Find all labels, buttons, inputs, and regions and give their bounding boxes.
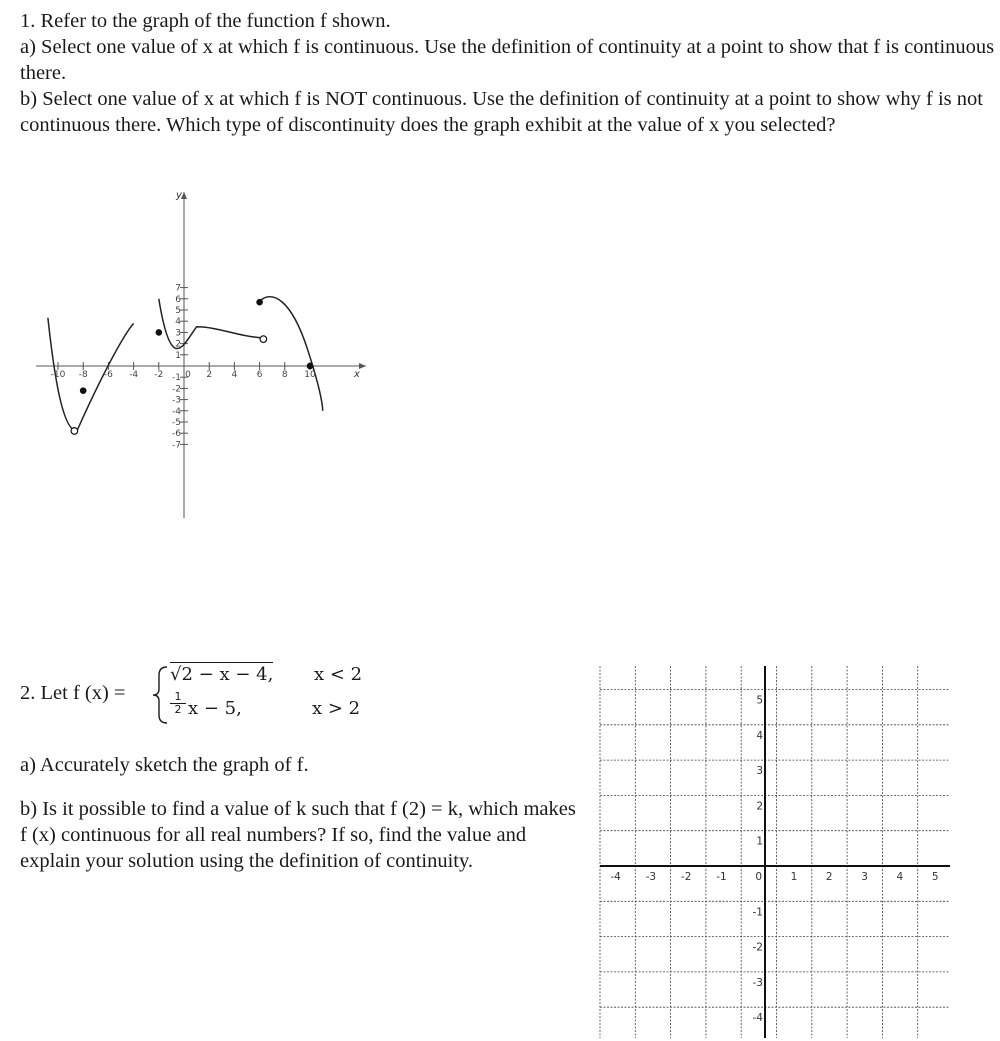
x-tick-label: -8 [78,370,88,380]
x-tick-label: 10 [304,370,316,380]
closed-point [80,387,87,394]
x-tick-label: -2 [154,370,164,380]
y-tick-label: 3 [175,328,181,339]
x-tick-label: 8 [281,370,288,380]
fraction-numerator: 1 [170,691,186,704]
case2-condition: x > 2 [312,698,361,719]
y-axis-label: y [176,190,182,201]
grid-x-label: -2 [680,871,692,883]
y-tick-label: -2 [172,384,181,395]
x-tick-label: 2 [206,370,213,380]
y-tick-label: -6 [172,429,181,440]
grid-x-label: 1 [790,871,798,883]
case1-radical: √2 − x − 4, [170,664,274,685]
sketch-grid[interactable] [598,664,952,1040]
grid-y-label: 3 [756,765,763,778]
case2-fraction [170,691,186,716]
q2-lead: 2. Let f (x) = [20,682,126,704]
grid-x-label: -3 [645,871,657,883]
y-tick-label: 4 [175,317,181,328]
closed-point [256,299,263,306]
grid-x-label: 4 [896,871,904,883]
grid-y-label: 4 [756,729,763,742]
grid-y-label: -1 [752,906,763,919]
grid-y-label: -4 [752,1012,763,1025]
y-tick-label: 1 [175,350,181,361]
grid-x-label: -4 [610,871,621,883]
grid-y-label: 2 [756,800,763,813]
x-tick-label: -6 [103,370,113,380]
y-tick-label: -4 [172,406,181,417]
open-point [71,428,78,435]
y-tick-label: 7 [175,283,181,294]
function-graph [36,186,376,526]
grid-y-label: -3 [752,976,763,989]
case1-condition: x < 2 [314,664,363,685]
x-tick-label: -10 [50,370,66,380]
axis-tick-labels [51,190,360,450]
x-axis-label: x [354,369,360,380]
case2-expression: x − 5, [188,698,242,719]
grid-y-label: 1 [756,835,763,848]
y-tick-label: -5 [172,418,181,428]
question-1 [20,8,995,138]
grid-x-label: 2 [825,871,833,883]
q1-part-b: b) Select one value of x at which f is NOT continuous. Use the definition of continuity at a point to show why f is not continuous there. Which type of discontinuity does the graph exhibit at the value of x you selected? [20,88,983,136]
q2-part-b: b) Is it possible to find a value of k such that f (2) = k, which makes f (x) continuous for all real numbers? If so, find the value and explain your solution using the definition of continuity. [20,798,576,872]
grid-x-label: 5 [931,871,939,883]
graph-axes [36,192,366,518]
grid-labels [610,695,938,1025]
x-tick-label: 6 [256,370,263,380]
x-tick-label: -4 [129,370,139,380]
q1-line1: 1. Refer to the graph of the function f shown. [20,10,391,32]
case1-expression [170,664,273,685]
y-tick-label: -3 [172,395,181,406]
left-brace [152,665,170,725]
grid-x-label: 3 [861,871,868,883]
closed-point [307,363,314,370]
grid-y-label: -2 [752,941,763,954]
x-tick-label: 4 [231,370,238,380]
grid-x-label: -1 [716,871,727,883]
open-point [260,336,267,343]
y-tick-label: 2 [175,339,181,350]
curve-right-branch [260,297,323,411]
y-tick-label: 6 [175,294,181,305]
grid-x-label: 0 [755,871,762,883]
grid-y-label: 5 [756,694,763,707]
q1-part-a: a) Select one value of x at which f is continuous. Use the definition of continuity at a point to show that f is continuous there. [20,36,995,84]
q2-part-a: a) Accurately sketch the graph of f. [20,754,309,776]
y-tick-label: -7 [172,440,181,451]
y-tick-label: 5 [175,306,181,316]
closed-point [156,329,163,336]
grid-lines [600,666,950,1038]
y-tick-label: -1 [172,373,181,384]
question-2-parts [20,752,580,892]
x-tick-label: 0 [185,370,191,380]
x-axis-arrow [359,363,366,369]
fraction-denominator: 2 [174,703,182,716]
